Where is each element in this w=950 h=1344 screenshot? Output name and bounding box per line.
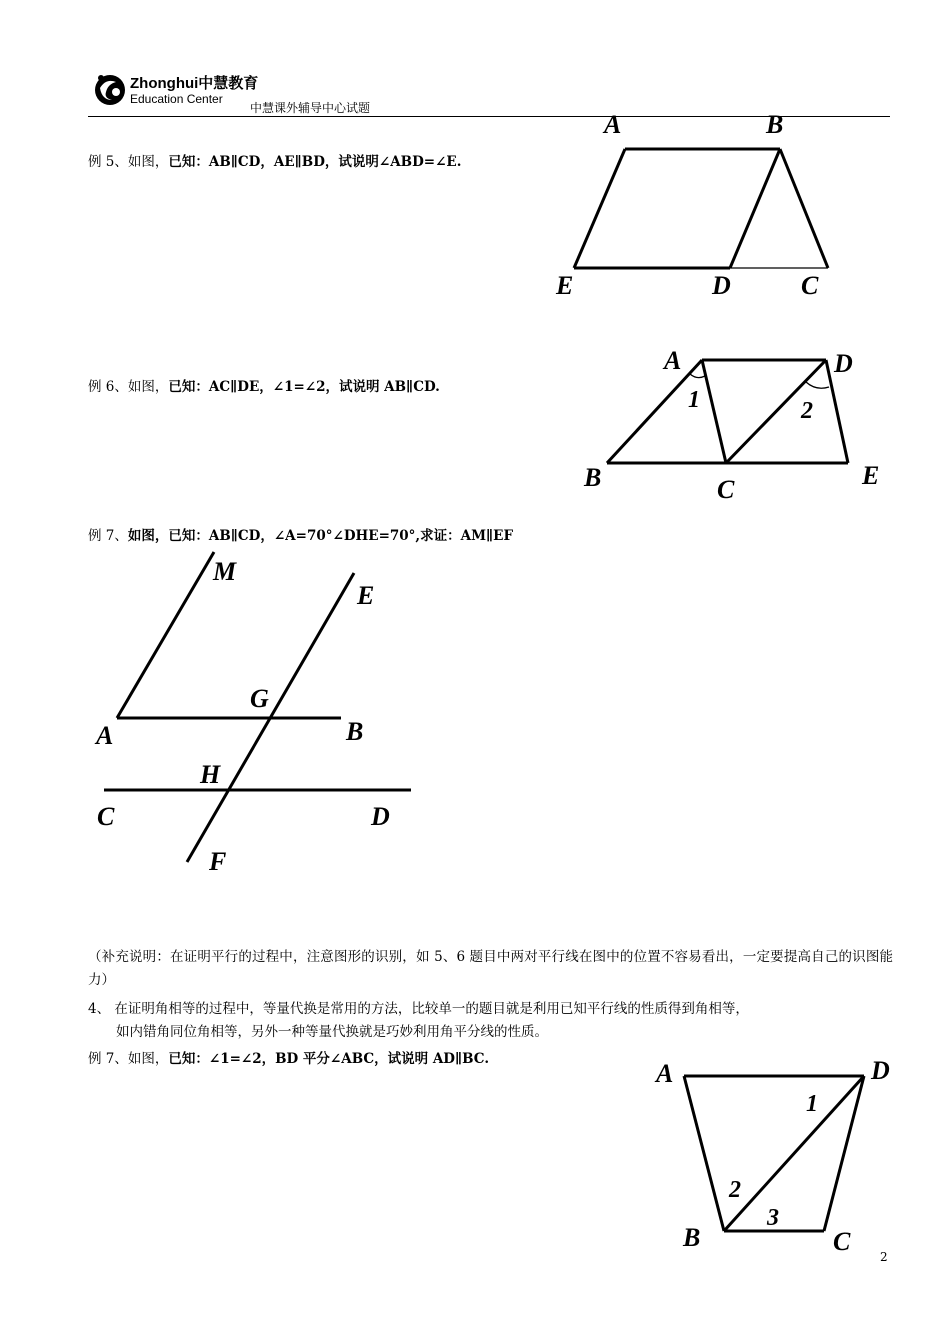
brand-subtitle: Education Center (130, 92, 223, 106)
ex7b-angle-3: 3 (767, 1205, 779, 1231)
ex6-label-c: C (717, 475, 735, 504)
ex7a-label-d: D (371, 802, 390, 831)
ex7a-label-m: M (213, 557, 237, 586)
segment-bc (780, 149, 828, 268)
ex7b-label-c: C (833, 1227, 851, 1256)
supplement-note: （补充说明：在证明平行的过程中，注意图形的识别，如 5、6 题目中两对平行线在图中的位置不容易看出，一定要提高自己的识图能力） (88, 949, 893, 988)
example-7a-statement: 如图，已知：AB∥CD，∠A=70°∠DHE=70°,求证：AM∥EF (127, 528, 514, 544)
ex5-label-a: A (604, 110, 622, 139)
example-6-statement: 已知：AC∥DE，∠1=∠2，试说明 AB∥CD. (168, 379, 440, 395)
ex5-label-c: C (801, 271, 819, 300)
ex6-angle-2: 2 (801, 398, 813, 424)
ex7b-angle-1: 1 (806, 1091, 818, 1117)
ex7a-label-f: F (209, 847, 227, 876)
ex7b-label-a: A (656, 1059, 674, 1088)
segment-ac (702, 360, 726, 463)
point-4-line-1: 4、 在证明角相等的过程中，等量代换是常用的方法，比较单一的题目就是利用已知平行线的性质得到角相等， (88, 1001, 749, 1017)
ex7b-angle-2: 2 (729, 1177, 741, 1203)
ex7a-label-g: G (250, 684, 269, 713)
example-7a-prefix: 例 7、 (88, 528, 128, 544)
figure-example-5 (574, 149, 828, 268)
example-7b-statement: 已知：∠1=∠2，BD 平分∠ABC，试说明 AD∥BC. (168, 1051, 490, 1067)
example-7b-prefix: 例 7、如图， (88, 1051, 169, 1067)
header-title: 中慧课外辅导中心试题 (250, 101, 371, 115)
ex7b-label-d: D (871, 1056, 890, 1085)
example-5-prefix: 例 5、如图， (88, 154, 169, 170)
ex7a-label-c: C (97, 802, 115, 831)
example-6-prefix: 例 6、如图， (88, 379, 169, 395)
brand-name: Zhonghui中慧教育 (130, 75, 259, 92)
segment-ab (684, 1076, 724, 1231)
ex6-label-a: A (664, 346, 682, 375)
ex7b-label-b: B (683, 1223, 701, 1252)
angle-2-arc (806, 382, 829, 388)
ex5-label-e: E (556, 271, 574, 300)
ex6-label-e: E (862, 461, 880, 490)
ex6-label-d: D (834, 349, 853, 378)
ex7a-label-a: A (96, 721, 114, 750)
ex7a-label-e: E (357, 581, 375, 610)
page-number: 2 (880, 1250, 888, 1264)
segment-bd (730, 149, 780, 268)
ex6-angle-1: 1 (688, 387, 700, 413)
ex6-label-b: B (584, 463, 602, 492)
ray-am (117, 552, 214, 718)
ex5-label-b: B (766, 110, 784, 139)
angle-1-arc (690, 374, 705, 378)
ex5-label-d: D (712, 271, 731, 300)
segment-ae (574, 149, 625, 268)
ex7a-label-h: H (200, 760, 221, 789)
example-5-statement: 已知：AB∥CD，AE∥BD，试说明∠ABD=∠E. (168, 154, 462, 170)
ex7a-label-b: B (346, 717, 364, 746)
point-4-line-2: 如内错角同位角相等，另外一种等量代换就是巧妙利用角平分线的性质。 (116, 1024, 548, 1040)
